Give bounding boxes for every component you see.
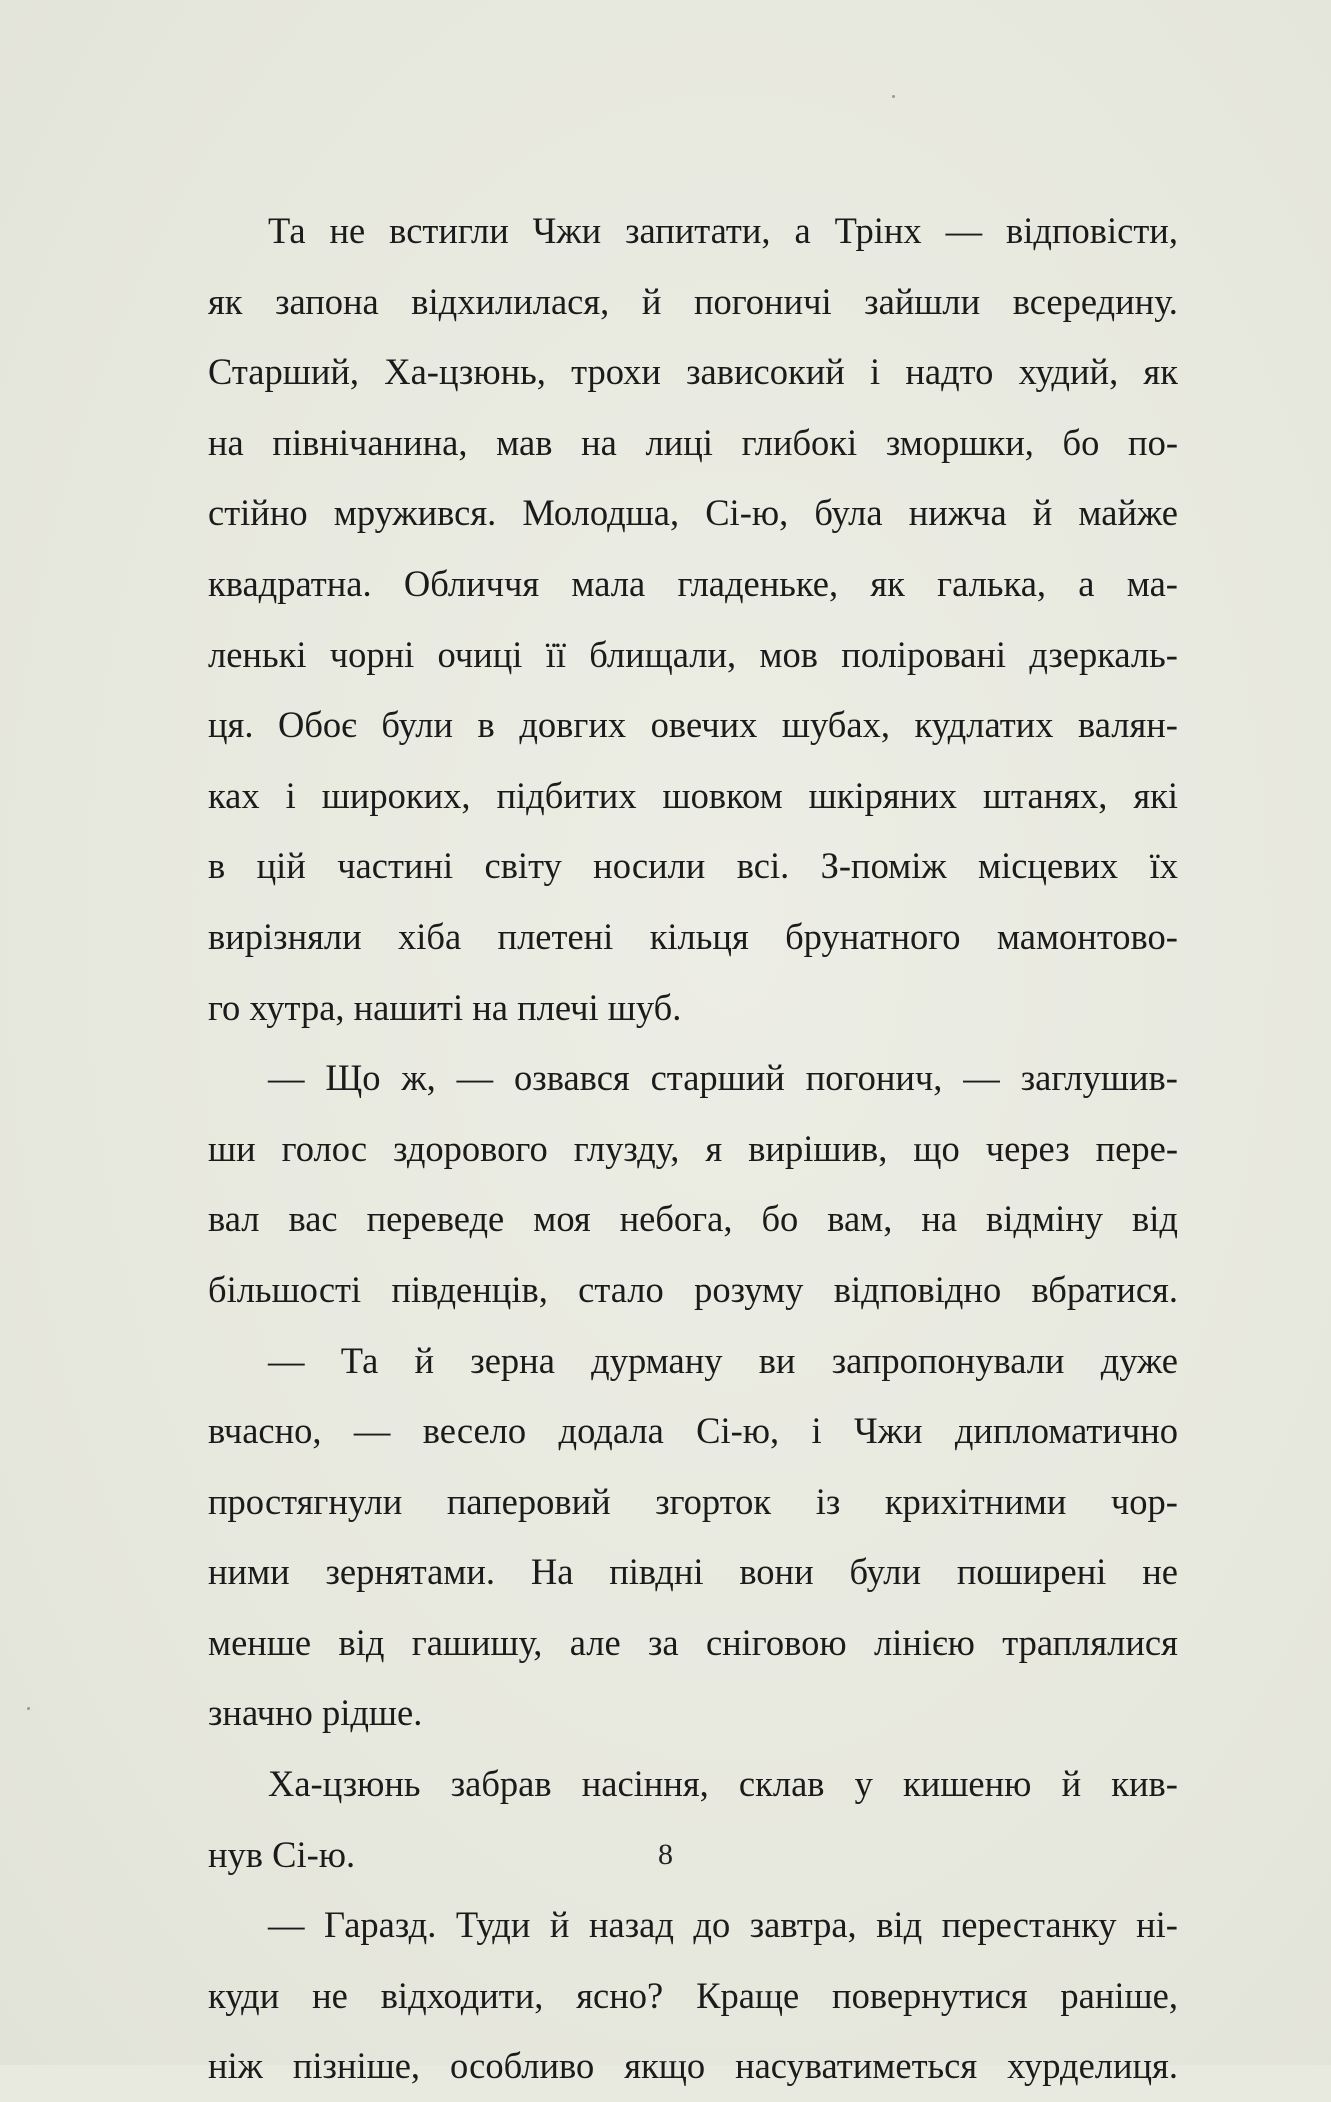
text-line: вал вас переведе моя небога, бо вам, на відміну від	[208, 1198, 1178, 1240]
page-number: 8	[658, 1838, 673, 1871]
text-line: Старший, Ха-цзюнь, трохи зависокий і надто худий, як	[208, 351, 1178, 393]
text-line: як запона відхилилася, й погоничі зайшли всередину.	[208, 280, 1178, 322]
text-line: на північанина, мав на лиці глибокі зморшки, бо по-	[208, 421, 1178, 463]
text-line: простягнули паперовий згорток із крихітними чор-	[208, 1480, 1178, 1522]
text-line: — Гаразд. Туди й назад до завтра, від перестанку ні-	[268, 1904, 1178, 1946]
paper-speck	[892, 95, 895, 98]
text-line: більшості південців, стало розуму відповідно вбратися.	[208, 1268, 1178, 1310]
text-line: нув Сі-ю.	[208, 1833, 356, 1875]
text-line: менше від гашишу, але за сніговою лінією траплялися	[208, 1621, 1178, 1663]
text-line: куди не відходити, ясно? Краще повернутися раніше,	[208, 1974, 1178, 2016]
text-line: вирізняли хіба плетені кільця брунатного мамонтово-	[208, 915, 1178, 957]
text-line: ленькі чорні очиці її блищали, мов поліровані дзеркаль-	[208, 633, 1178, 675]
text-line: — Та й зерна дурману ви запропонували дуже	[268, 1339, 1178, 1381]
text-line: ніж пізніше, особливо якщо насуватиметься хурделиця.	[208, 2045, 1178, 2087]
text-line: Та не встигли Чжи запитати, а Трінх — відповісти,	[268, 210, 1178, 251]
text-line: го хутра, нашиті на плечі шуб.	[208, 986, 682, 1028]
text-line: ши голос здорового глузду, я вирішив, що через пере-	[208, 1127, 1178, 1169]
text-line: ця. Обоє були в довгих овечих шубах, кудлатих валян-	[208, 704, 1178, 746]
paper-speck	[27, 1707, 30, 1710]
text-line: квадратна. Обличчя мала гладеньке, як галька, а ма-	[208, 562, 1178, 604]
text-line: — Що ж, — озвався старший погонич, — заглушив-	[268, 1057, 1178, 1099]
text-line: значно рідше.	[208, 1692, 423, 1734]
text-line: ними зернятами. На півдні вони були поширені не	[208, 1551, 1178, 1593]
text-line: Ха-цзюнь забрав насіння, склав у кишеню й кив-	[268, 1763, 1178, 1805]
text-line: вчасно, — весело додала Сі-ю, і Чжи дипломатично	[208, 1410, 1178, 1452]
body-text	[208, 196, 1178, 2102]
text-line: стійно мружився. Молодша, Сі-ю, була нижча й майже	[208, 492, 1178, 534]
text-line: ках і широких, підбитих шовком шкіряних штанях, які	[208, 774, 1178, 816]
text-line: в цій частині світу носили всі. З-поміж місцевих їх	[208, 845, 1178, 887]
